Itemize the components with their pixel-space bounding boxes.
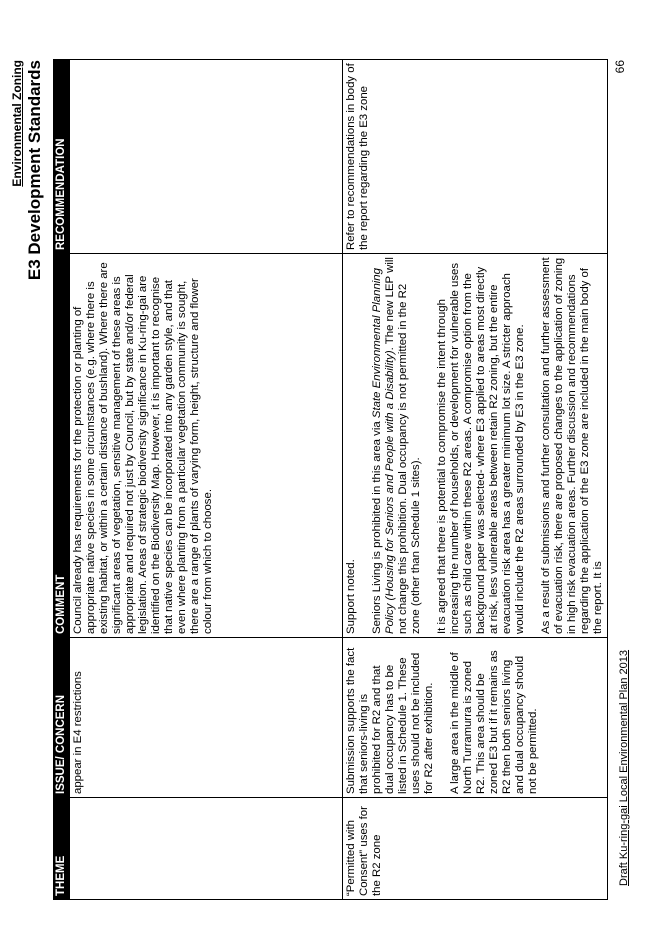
table-header-row [54, 60, 70, 900]
comment-text: Seniors Living is prohibited in this area via [371, 418, 383, 634]
section-subtitle: Environmental Zoning [10, 60, 24, 187]
comment-text: . The new LEP will not change this prohibition. Dual occupancy is not permitted in the R2 zone (other than Schedule 1 sites). [384, 257, 422, 634]
section-title: E3 Development Standards [25, 60, 44, 281]
table-row [70, 60, 343, 900]
comment-cell: Council already has requirements for the protection or planting of appropriate native species in some circumstances (e.g. where there is existing habitat, or within a certain distance of bushland). Where there are significant areas of vegetation, sensitive management of these areas is appropriate and required not just by Council, but by state and/or federal legislation. Areas of strategic biodiversity significance in Ku-ring-gai are identified on the Biodiversity Map. However, it is important to recognise that native species can be incorporated into any garden style, and that even where planting from a particular vegetation community is sought, there are a range of plants of varying form, height, structure and flower colour from which to choose. [70, 254, 343, 638]
page-header [10, 60, 45, 280]
column-header-comment: COMMENT [54, 254, 70, 638]
comment-cell [343, 254, 608, 638]
recommendation-cell [70, 60, 343, 254]
page-number: 66 [613, 60, 627, 74]
comment-paragraph: Support noted. [345, 559, 357, 634]
comment-paragraph: It is agreed that there is potential to compromise the intent through increasing the number of households, or development for vulnerable uses such as child care within these R2 areas. A compromise option from the background paper was selected- where E3 applied to areas most directly at risk, less vulnerable areas between retain R2 zoning, but the entire evacuation risk area has a greater minimum lot size. A stricter approach would include the R2 areas surrounded by E3 in the E3 zone. [436, 262, 526, 634]
theme-cell: “Permitted with Consent” uses for the R2 zone [343, 798, 608, 900]
issue-paragraph: A large area in the middle of North Turramurra is zoned R2. This area should be zoned E3 but if it remains as R2 then both seniors living and dual occupancy should not be permitted. [449, 650, 539, 794]
policy-name: State Environmental Planning Policy (Housing for Seniors and People with a Disability) [371, 268, 396, 634]
theme-cell [70, 798, 343, 900]
issue-cell [343, 638, 608, 798]
recommendation-cell: Refer to recommendations in body of the report regarding the E3 zone [343, 60, 608, 254]
table-row [343, 60, 608, 900]
document-title: Draft Ku-ring-gai Local Environmental Plan 2013 [618, 649, 630, 886]
comment-paragraph: As a result of submissions and further consultation and further assessment of evacuation risk, there are proposed changes to the application of zoning in high risk evacuation areas. Further discussion and recommendations regarding the application of the E3 zone are included in the main body of the report. It is [540, 257, 604, 634]
issue-cell: appear in E4 restrictions [70, 638, 343, 798]
issue-paragraph: Submission supports the fact that seniors-living is prohibited for R2 and that dual occupancy has to be listed in Schedule 1. These uses should not be included for R2 after exhibition. [345, 647, 435, 794]
comment-paragraph [371, 257, 423, 634]
column-header-recommendation: RECOMMENDATION [54, 60, 70, 254]
column-header-issue: ISSUE/ CONCERN [54, 638, 70, 798]
column-header-theme: THEME [54, 798, 70, 900]
submissions-table [53, 59, 608, 900]
